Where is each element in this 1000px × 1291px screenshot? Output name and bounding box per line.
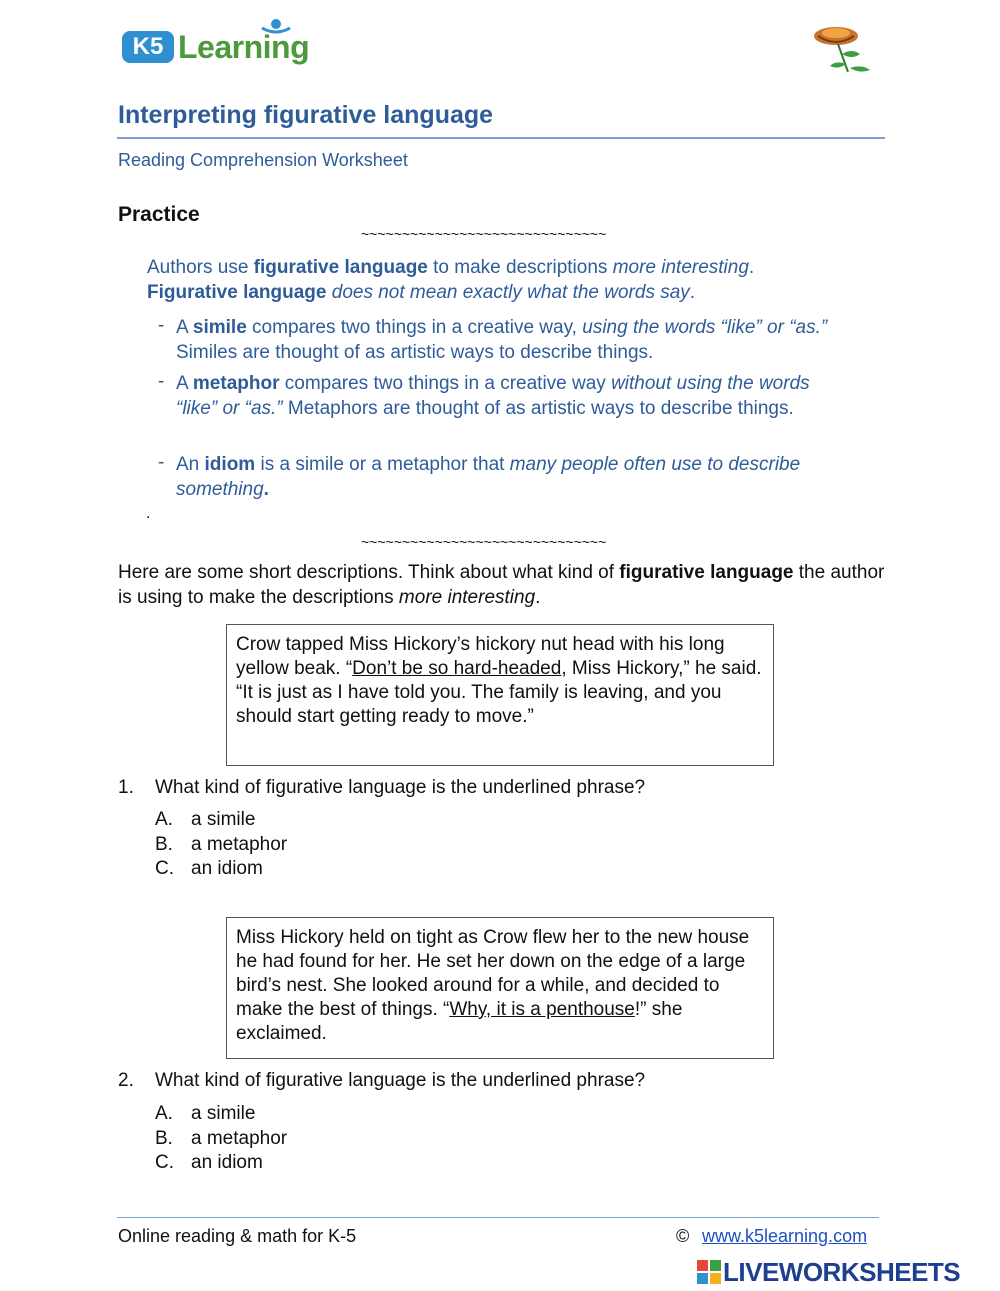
question-1 (118, 777, 878, 799)
k5-logo (118, 22, 333, 72)
question-1-text: What kind of figurative language is the underlined phrase? (155, 777, 646, 798)
question-2 (118, 1070, 878, 1092)
k5learning-link[interactable]: www.k5learning.com (702, 1226, 868, 1246)
instructions: Here are some short descriptions. Think about what kind of figurative language the author is using to make the descriptions more interesting. (118, 562, 885, 608)
underlined-phrase-1: Don’t be so hard-headed (352, 658, 562, 679)
q2-option-a[interactable]: A. a simile (155, 1103, 256, 1124)
tilde-divider-bottom: ~~~~~~~~~~~~~~~~~~~~~~~~~~~~~~ (361, 534, 607, 550)
page-subtitle: Reading Comprehension Worksheet (118, 150, 408, 170)
page-title: Interpreting figurative language (118, 101, 494, 129)
passage-2-box: Miss Hickory held on tight as Crow flew her to the new house he had found for her. He set her down on the edge of a large bird’s nest. She looked around for a while, and decided to make the best of things. “Why, it is a penthouse!” she exclaimed. (226, 917, 774, 1059)
question-2-number: 2. (118, 1070, 134, 1091)
question-1-options (155, 808, 287, 882)
footer-tagline: Online reading & math for K-5 (118, 1226, 357, 1246)
q2-option-c[interactable]: C. an idiom (155, 1152, 263, 1173)
logo-wordmark: Learning (178, 29, 310, 65)
q1-option-a[interactable]: A. a simile (155, 809, 256, 830)
stray-dot: . (146, 505, 151, 522)
liveworksheets-wordmark: LIVEWORKSHEETS (723, 1257, 961, 1287)
metaphor-dash: - (158, 371, 165, 392)
q2-option-b[interactable]: B. a metaphor (155, 1127, 288, 1149)
liveworksheets-logo (697, 1258, 997, 1286)
tilde-divider-top: ~~~~~~~~~~~~~~~~~~~~~~~~~~~~~~ (361, 226, 607, 242)
q1-option-c[interactable]: C. an idiom (155, 858, 263, 879)
question-2-options (155, 1102, 287, 1176)
footer-divider (117, 1217, 879, 1218)
intro-paragraph (147, 255, 867, 305)
logo-person-icon (258, 18, 294, 40)
q1-option-b[interactable]: B. a metaphor (155, 833, 288, 855)
liveworksheets-blocks-icon (697, 1260, 721, 1284)
question-1-number: 1. (118, 777, 134, 798)
intro-line-2: Figurative language does not mean exactly what the words say. (147, 282, 696, 303)
underlined-phrase-2: Why, it is a penthouse (449, 999, 635, 1020)
passage-1-box: Crow tapped Miss Hickory’s hickory nut head with his long yellow beak. “Don’t be so hard-headed, Miss Hickory,” he said. “It is just as I have told you. The family is leaving, and you should start getting ready to move.” (226, 624, 774, 766)
intro-line-1: Authors use figurative language to make descriptions more interesting. (147, 257, 755, 278)
title-divider (117, 137, 885, 139)
nest-icon (808, 20, 880, 76)
metaphor-definition: A metaphor compares two things in a creative way without using the words “like” or “as.” Metaphors are thought of as artistic ways to describe things. (176, 373, 810, 419)
question-2-text: What kind of figurative language is the underlined phrase? (155, 1070, 646, 1091)
logo-k5-badge: K5 (122, 31, 174, 63)
practice-heading: Practice (118, 203, 200, 226)
simile-definition: A simile compares two things in a creative way, using the words “like” or “as.” Similes are thought of as artistic ways to describe things. (176, 317, 828, 363)
idiom-dash: - (158, 452, 165, 473)
simile-dash: - (158, 315, 165, 336)
copyright-symbol: © (676, 1226, 690, 1246)
idiom-definition: An idiom is a simile or a metaphor that many people often use to describe something. (176, 454, 801, 500)
